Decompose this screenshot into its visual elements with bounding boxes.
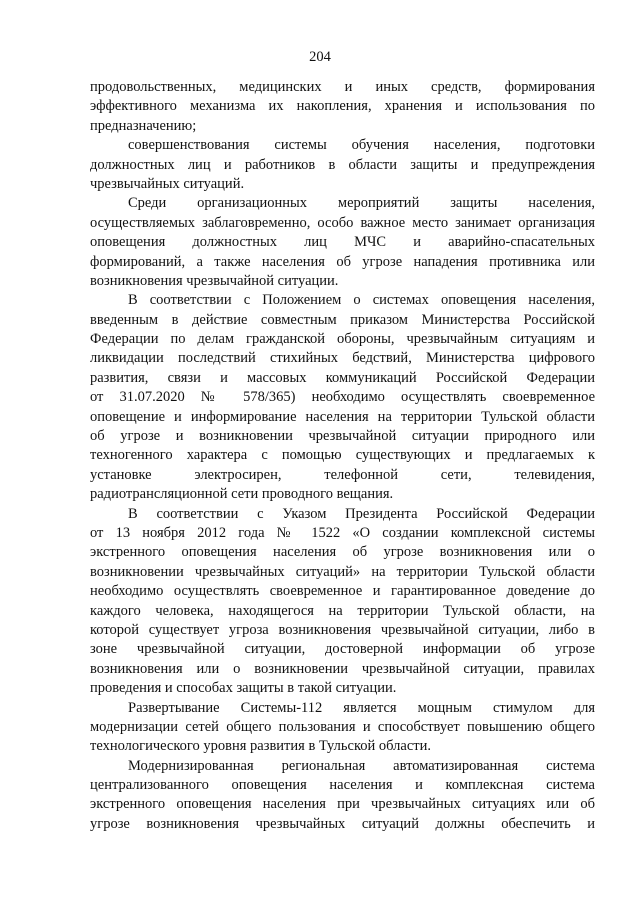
paragraph	[90, 505, 595, 699]
paragraph	[90, 291, 595, 504]
text-line: Развертывание Системы-112 является мощным стимулом для	[128, 699, 595, 716]
text-line: каждого человека, находящегося на территории Тульской области, на	[90, 602, 595, 619]
text-line: введенным в действие совместным приказом Министерства Российской	[90, 311, 595, 328]
text-line: В соответствии с Положением о системах оповещения населения,	[128, 292, 595, 309]
text-line: техногенного характера с помощью существующих и предлагаемых к	[90, 447, 595, 464]
paragraph	[90, 136, 595, 194]
paragraph	[90, 757, 595, 835]
text-line: В соответствии с Указом Президента Российской Федерации	[128, 505, 595, 522]
text-line: необходимо осуществлять своевременное и гарантированное доведение до	[90, 583, 595, 600]
text-line: оповещение и информирование населения на территории Тульской области	[90, 408, 595, 425]
page-number: 204	[309, 49, 331, 65]
text-line: модернизации сетей общего пользования и способствует повышению общего	[90, 718, 595, 735]
text-line: ликвидации последствий стихийных бедствий, Министерства цифрового	[90, 350, 595, 367]
text-line: возникновения чрезвычайной ситуации.	[90, 272, 339, 289]
text-line: зоне чрезвычайной ситуации, достоверной информации об угрозе	[90, 641, 595, 658]
text-line: установке электросирен, телефонной сети, телевидения,	[90, 466, 595, 483]
text-line: продовольственных, медицинских и иных средств, формирования	[90, 79, 595, 95]
text-line: формирований, а также населения об угрозе нападения противника или	[90, 253, 595, 270]
body-text	[90, 78, 595, 834]
text-line: централизованного оповещения населения и комплексная система	[90, 777, 595, 794]
paragraph	[90, 194, 595, 291]
text-line: Модернизированная региональная автоматизированная система	[128, 757, 595, 774]
text-line: Федерации по делам гражданской обороны, чрезвычайным ситуациям и	[90, 331, 595, 348]
text-line: об угрозе и возникновении чрезвычайной ситуации природного или	[90, 428, 595, 445]
text-line: возникновения или о возникновении чрезвычайной ситуации, правилах	[90, 660, 595, 677]
text-line: угрозе возникновения чрезвычайных ситуаций должны обеспечить и	[90, 815, 595, 832]
text-line: предназначению;	[90, 117, 197, 134]
text-line: эффективного механизма их накопления, хранения и использования по	[90, 98, 595, 115]
text-line: экстренного оповещения населения при чрезвычайных ситуациях или об	[90, 796, 595, 813]
text-line: радиотрансляционной сети проводного вещания.	[90, 486, 394, 503]
text-line: технологического уровня развития в Тульской области.	[90, 738, 431, 755]
text-line: от 31.07.2020 № 578/365) необходимо осуществлять своевременное	[90, 389, 595, 406]
text-line: экстренного оповещения населения об угрозе возникновения или о	[90, 544, 595, 561]
text-line: оповещения должностных лиц МЧС и аварийно-спасательных	[90, 234, 595, 251]
text-line: Среди организационных мероприятий защиты населения,	[128, 195, 595, 212]
text-line: должностных лиц и работников в области защиты и предупреждения	[90, 156, 595, 173]
paragraph	[90, 699, 595, 757]
text-line: от 13 ноября 2012 года № 1522 «О создании комплексной системы	[90, 524, 595, 541]
text-line: осуществляемых заблаговременно, особо важное место занимает организация	[90, 214, 595, 231]
text-line: развития, связи и массовых коммуникаций Российской Федерации	[90, 369, 595, 386]
text-line: совершенствования системы обучения населения, подготовки	[128, 137, 595, 154]
text-line: возникновении чрезвычайных ситуаций» на территории Тульской области	[90, 563, 595, 580]
paragraph	[90, 78, 595, 136]
text-line: чрезвычайных ситуаций.	[90, 175, 245, 192]
text-line: которой существует угроза возникновения чрезвычайной ситуации, либо в	[90, 621, 595, 638]
text-line: проведения и способах защиты в такой ситуации.	[90, 680, 397, 697]
